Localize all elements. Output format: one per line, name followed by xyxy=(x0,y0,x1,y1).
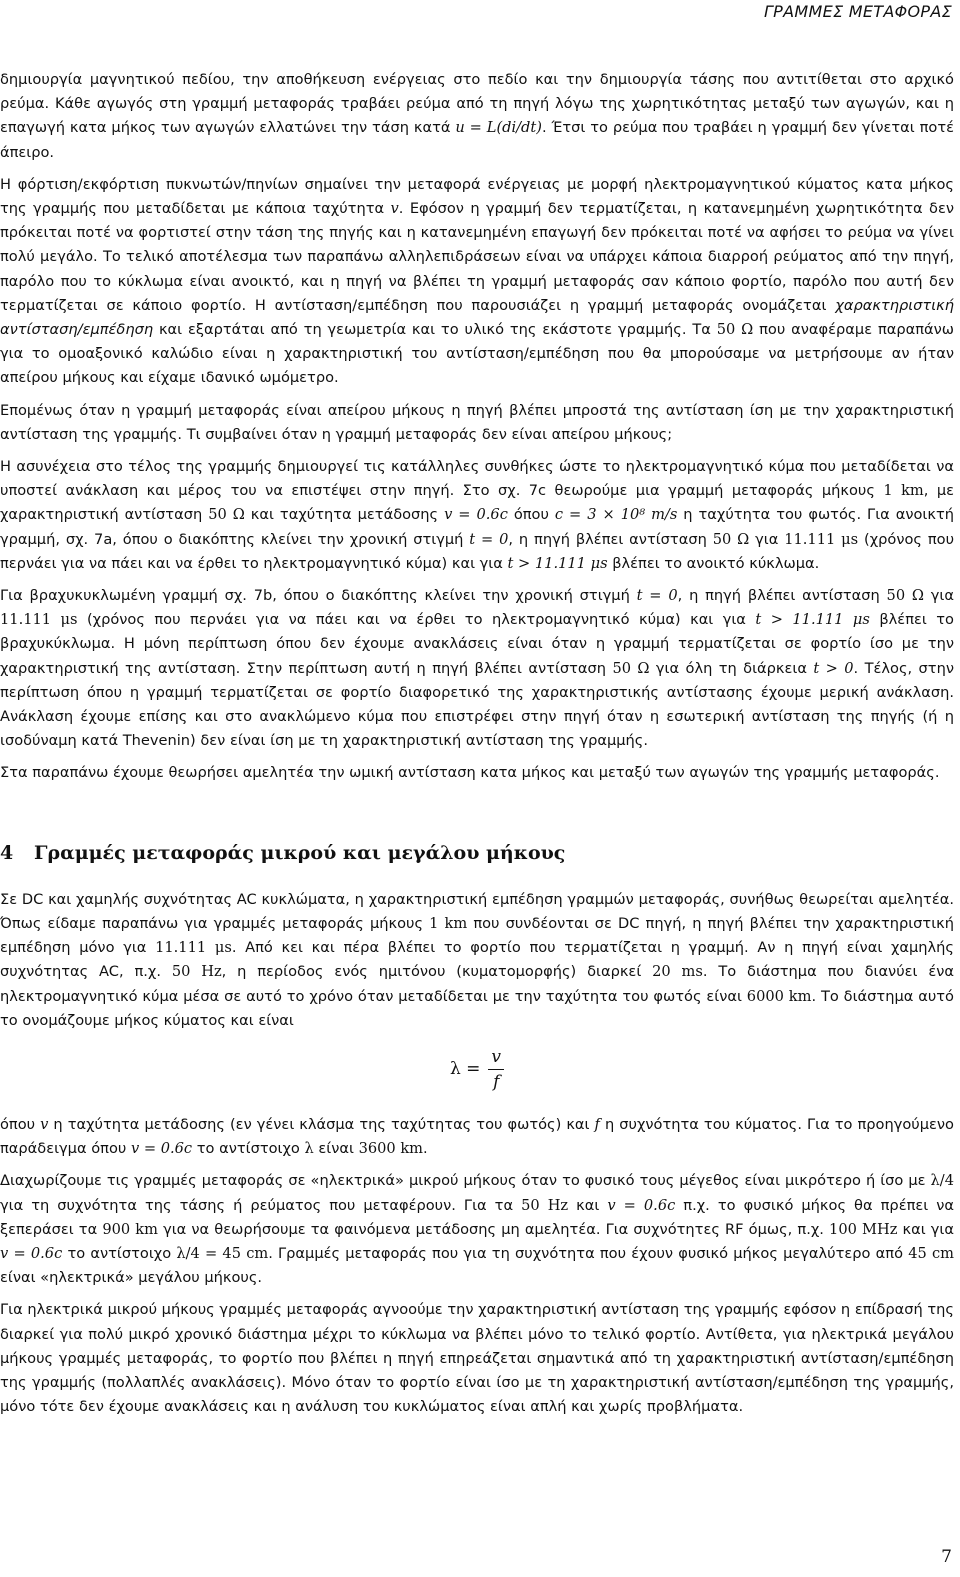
text: και xyxy=(568,1196,608,1214)
math-inline: 1 km xyxy=(429,914,468,932)
math-inline: v = 0.6c xyxy=(130,1140,193,1158)
paragraph xyxy=(0,68,954,165)
math-inline: 50 Hz xyxy=(171,963,222,981)
math-inline: c = 3 × 10⁸ m/s xyxy=(554,506,678,524)
text: που συνδέονται σε DC πηγή, η πηγή βλέπει την χαρακτηριστική εμπέδηση μόνο για xyxy=(0,914,955,957)
math-inline: 50 Ω xyxy=(712,530,750,548)
section-number: 4 xyxy=(0,841,14,864)
math-inline: v xyxy=(390,200,399,218)
equation-lhs: λ = xyxy=(449,1059,481,1080)
text: για τη συχνότητα της τάσης ή ρεύματος που μεταφέρουν. Για τα xyxy=(0,1196,522,1214)
math-inline: 3600 km xyxy=(358,1140,424,1158)
document-body xyxy=(0,68,954,1427)
paragraph xyxy=(0,888,954,1033)
paragraph xyxy=(0,1113,954,1161)
text: για όλη τη διάρκεια xyxy=(649,659,814,677)
math-inline: t > 0 xyxy=(813,659,854,677)
text: (χρόνος που περνάει για να πάει και να έρθει το ηλεκτρομαγνητικό κύμα) και για xyxy=(0,530,955,572)
text: βλέπει το ανοικτό κύκλωμα. xyxy=(607,554,820,572)
text: η ταχύτητα μετάδοσης (εν γένει κλάσμα της ταχύτητας του φωτός) και xyxy=(48,1115,595,1133)
text: . Έτσι το ρεύμα που τραβάει η γραμμή δεν γίνεται ποτέ άπειρο. xyxy=(0,119,954,161)
math-inline: t = 0 xyxy=(469,530,509,548)
math-inline: f xyxy=(594,1115,600,1133)
math-inline: λ xyxy=(304,1140,314,1158)
math-inline: 11.111 μs xyxy=(0,611,78,629)
math-inline: t = 0 xyxy=(636,587,678,605)
text: για xyxy=(924,587,954,605)
text: Η φόρτιση/εκφόρτιση πυκνωτών/πηνίων σημαίνει την μεταφορά ενέργειας με μορφή ηλεκτρομαγνητικού κύματος κατα μήκος της γραμμής που μεταδίδεται με κάποια ταχύτητα xyxy=(0,175,954,218)
text: δημιουργία μαγνητικού πεδίου, την αποθήκευση ενέργειας στο πεδίο και την δημιουργία τάσης που αντιτίθεται στο αρχικό ρεύμα. Κάθε αγωγός στη γραμμή μεταφοράς τραβάει ρεύμα από τη πηγή λόγω της χωρητικότητας μεταξύ των αγωγών, και η επαγωγή κατα μήκος των αγωγών ελλατώνει την τάση κατά xyxy=(0,71,954,137)
fraction-denominator: f xyxy=(493,1071,500,1092)
text: για xyxy=(749,530,785,548)
fraction xyxy=(488,1047,504,1092)
math-inline: 50 Ω xyxy=(716,321,754,339)
text: , με χαρακτηριστική αντίσταση xyxy=(0,482,955,524)
text: και ταχύτητα μετάδοσης xyxy=(244,506,445,524)
text: Σε DC και χαμηλής συχνότητας AC κυκλώματα, η χαρακτηριστική εμπέδηση γραμμών μεταφοράς, συνήθως θεωρείται αμελητέα. Όπως είδαμε παραπάνω για γραμμές μεταφοράς μήκους xyxy=(0,890,954,932)
text: . Το διάστημα αυτό το ονομάζουμε μήκος κύματος και είναι xyxy=(0,987,954,1029)
text: όπου xyxy=(507,506,555,524)
text: Για βραχυκυκλωμένη γραμμή σχ. 7b, όπου ο διακόπτης κλείνει την χρονική στιγμή xyxy=(0,587,637,605)
math-inline: v = 0.6c xyxy=(444,506,508,524)
text: η συχνότητα του κύματος. Για το προηγούμενο παράδειγμα όπου xyxy=(0,1115,954,1158)
text: . Το διάστημα που διανύει ένα ηλεκτρομαγνητικό κύμα μέσα σε αυτό το χρόνο όταν μεταδίδεται με την ταχύτητα του φωτός είναι xyxy=(0,963,954,1005)
text: όπου xyxy=(0,1115,41,1133)
text: που αναφέραμε παραπάνω για το ομοαξονικό καλώδιο είναι η χαρακτηριστική του αντίσταση/εμπέδηση που θα μπορούσαμε να μετρήσουμε αν ήταν απείρου μήκους και είχαμε ιδανικό ωμόμετρο. xyxy=(0,321,955,387)
fraction-numerator: v xyxy=(488,1047,504,1070)
math-inline: v = 0.6c xyxy=(607,1196,676,1214)
text: . Τέλος, στην περίπτωση όπου η γραμμή τερματίζεται σε φορτίο διαφορετικό της χαρακτηριστικής αντίστασης έχουμε μερική ανάκλαση. Ανάκλαση έχουμε επίσης και στο ανακλώμενο κύμα που επιστρέφει στην πηγή όταν η εσωτερική αντίσταση της πηγής (ή η ισοδύναμη κατά Thevenin) δεν είναι ίση με τη χαρακτηριστική αντίσταση της γραμμής. xyxy=(0,659,954,750)
math-inline: 1 km xyxy=(883,482,924,500)
display-equation xyxy=(0,1043,954,1099)
text: η ταχύτητα του φωτός. Για ανοικτή γραμμή, σχ. 7a, όπου ο διακόπτης κλείνει την χρονική στιγμή xyxy=(0,506,954,548)
paragraph: Επομένως όταν η γραμμή μεταφοράς είναι απείρου μήκους η πηγή βλέπει μπροστά της αντίσταση ίση με την χαρακτηριστική αντίσταση της γραμμής. Τι συμβαίνει όταν η γραμμή μεταφοράς δεν είναι απείρου μήκους; xyxy=(0,401,954,443)
text: Η ασυνέχεια στο τέλος της γραμμής δημιουργεί τις κατάλληλες συνθήκες ώστε το ηλεκτρομαγνητικό κύμα που μεταδίδεται να υποστεί ανάκλαση και μέρος του να επιστέψει στην πηγή. Στο σχ. 7c θεωρούμε μια γραμμή μεταφοράς μήκους xyxy=(0,458,954,500)
math-inline: v xyxy=(40,1115,49,1133)
text: , η περίοδος ενός ημιτόνου (κυματομορφής) διαρκεί xyxy=(221,963,653,981)
text: για να θεωρήσουμε τα φαινόμενα μετάδοσης μη αμελητέα. Για συχνότητες RF όμως, π.χ. xyxy=(157,1220,830,1238)
math-inline: 6000 km xyxy=(746,987,812,1005)
math-inline: λ/4 xyxy=(930,1172,954,1190)
text: π.χ. το φυσικό μήκος θα πρέπει να ξεπεράσει τα xyxy=(0,1196,954,1238)
math-inline: t > 11.111 μs xyxy=(755,611,870,629)
math-inline: u = L(di/dt) xyxy=(455,119,542,137)
running-header: ΓΡΑΜΜΕΣ ΜΕΤΑΦΟΡΑΣ xyxy=(763,2,952,21)
paragraph xyxy=(0,1169,954,1290)
text: (χρόνος που περνάει για να πάει και να έρθει το ηλεκτρομαγνητικό κύμα) και για xyxy=(77,611,756,629)
text: είναι «ηλεκτρικά» μεγάλου μήκους. xyxy=(0,1269,263,1287)
text: το αντίστοιχο xyxy=(192,1140,305,1158)
paragraph xyxy=(0,455,954,576)
math-inline: 11.111 μs xyxy=(155,939,232,957)
math-inline: v = 0.6c xyxy=(0,1244,63,1262)
math-inline: 11.111 μs xyxy=(784,530,859,548)
paragraph xyxy=(0,584,954,753)
section-title: Γραμμές μεταφοράς μικρού και μεγάλου μήκους xyxy=(34,841,566,864)
math-inline: 100 MHz xyxy=(829,1220,898,1238)
text: είναι xyxy=(313,1140,359,1158)
text: Διαχωρίζουμε τις γραμμές μεταφοράς σε «ηλεκτρικά» μικρού μήκους όταν το φυσικό τους μέγεθος είναι μικρότερο ή ίσο με xyxy=(0,1172,931,1190)
math-inline: 50 Ω xyxy=(208,506,245,524)
text: . Από κει και πέρα βλέπει το φορτίο που τερματίζεται η γραμμή. Αν η πηγή είναι χαμηλής συχνότητας AC, π.χ. xyxy=(0,939,954,981)
page-number: 7 xyxy=(941,1547,952,1567)
math-inline: 45 cm xyxy=(908,1244,954,1262)
emphasized-term: χαρακτηριστική αντίσταση/εμπέδηση xyxy=(0,296,954,339)
math-inline: λ/4 = 45 cm xyxy=(176,1244,269,1262)
section-heading xyxy=(0,840,954,866)
text: , η πηγή βλέπει αντίσταση xyxy=(508,530,713,548)
text: και εξαρτάται από τη γεωμετρία και το υλικό της εκάστοτε γραμμής. Τα xyxy=(153,321,717,339)
text: . Γραμμές μεταφοράς που για τη συχνότητα που έχουν φυσικό μήκος μεγαλύτερο από xyxy=(268,1244,909,1262)
paragraph: Για ηλεκτρικά μικρού μήκους γραμμές μεταφοράς αγνοούμε την χαρακτηριστική αντίσταση της γραμμής εφόσον η επίδρασή της διαρκεί για πολύ μικρό χρονικό διάστημα μέχρι το κύκλωμα να βλέπει μόνο το τελικό φορτίο. Αντίθετα, για ηλεκτρικά μεγάλου μήκους γραμμές μεταφοράς, το φορτίο που βλέπει η πηγή επηρεάζεται σημαντικά από τη χαρακτηριστική αντίσταση/εμπέδηση της γραμμής (πολλαπλές ανακλάσεις). Μόνο όταν το φορτίο είναι ίσο με τη χαρακτηριστική αντίσταση/εμπέδηση της γραμμής, μόνο τότε δεν έχουμε ανακλάσεις και η ανάλυση του κυκλώματος είναι απλή και χωρίς προβλήματα. xyxy=(0,1301,954,1416)
text: το αντίστοιχο xyxy=(62,1244,177,1262)
text: , η πηγή βλέπει αντίσταση xyxy=(677,587,887,605)
math-inline: 50 Ω xyxy=(886,587,924,605)
text: . Εφόσον η γραμμή δεν τερματίζεται, η κατανεμημένη χωρητικότητα δεν πρόκειται ποτέ να φορτιστεί στην τάση της πηγής και η κατανεμημένη επαγωγή δεν πρόκειται ποτέ να αφήσει το ρεύμα να γίνει πολύ μεγάλο. Το τελικό αποτέλεσμα των παραπάνω αλληλεπιδράσεων είναι να υπάρχει κάποια διαρροή ρεύματος από την πηγή, παρόλο που το κύκλωμα είναι ανοικτό, και η πηγή να βλέπει τη γραμμή μεταφοράς σαν κάποιο φορτίο, παρόλο που αυτή δεν τερματίζεται σε κάποιο φορτίο. Η αντίσταση/εμπέδηση που παρουσιάζει η γραμμή μεταφοράς ονομάζεται xyxy=(0,200,954,314)
paragraph: Στα παραπάνω έχουμε θεωρήσει αμελητέα την ωμική αντίσταση κατα μήκος και μεταξύ των αγωγών της γραμμής μεταφοράς. xyxy=(0,764,940,782)
math-inline: 900 km xyxy=(102,1220,158,1238)
paragraph xyxy=(0,173,954,391)
text: και για xyxy=(897,1220,954,1238)
math-inline: 50 Ω xyxy=(612,659,650,677)
text: βλέπει το βραχυκύκλωμα. Η μόνη περίπτωση όπου δεν έχουμε ανακλάσεις είναι όταν η γραμμή τερματίζεται σε φορτίο ίσο με την χαρακτηριστική της αντίσταση. Στην περίπτωση αυτή η πηγή βλέπει αντίσταση xyxy=(0,611,954,677)
math-inline: 20 ms xyxy=(652,963,703,981)
text: . xyxy=(423,1140,428,1158)
math-inline: t > 11.111 μs xyxy=(507,554,608,572)
equation-content xyxy=(450,1047,504,1092)
math-inline: 50 Hz xyxy=(521,1196,569,1214)
